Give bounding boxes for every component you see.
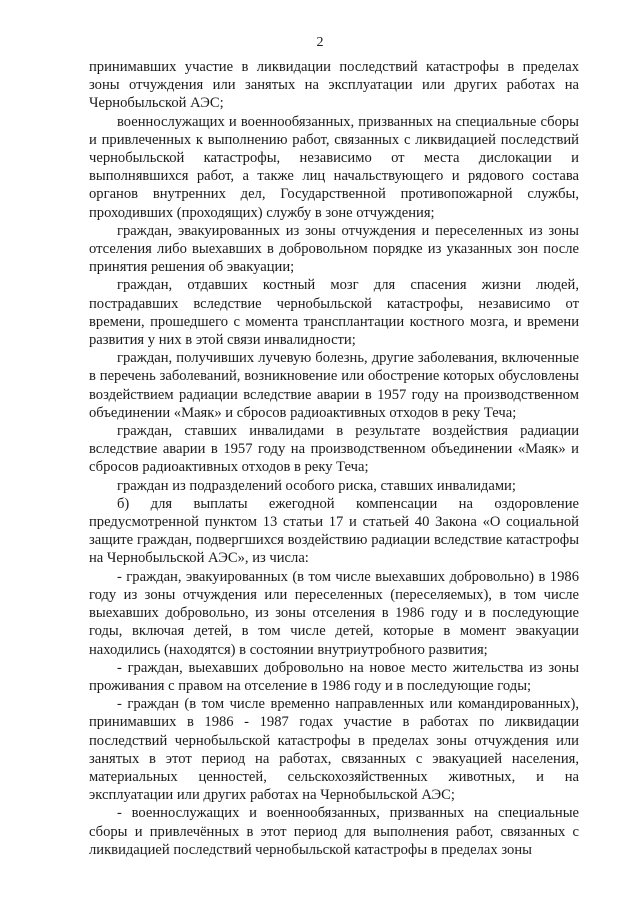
paragraph: военнослужащих и военнообязанных, призванных на специальные сборы и привлеченных к выполнению работ, связанных с ликвидацией последствий чернобыльской катастрофы, независимо от места дислокации и выполнявшихся работ, а также лиц начальствующего и рядового состава органов внутренних дел, Государственной противопожарной службы, проходивших (проходящих) службу в зоне отчуждения; <box>89 113 579 221</box>
document-body <box>89 58 579 859</box>
paragraph: - граждан, эвакуированных (в том числе выехавших добровольно) в 1986 году из зоны отчуждения или переселенных (переселяемых), в том числе выехавших добровольно, из зоны отселения в 1986 году и в последующие годы, включая детей, в том числе детей, которые в момент эвакуации находились (находятся) в состоянии внутриутробного развития; <box>89 568 579 658</box>
page-number: 2 <box>316 35 324 50</box>
paragraph: граждан из подразделений особого риска, ставших инвалидами; <box>117 477 516 494</box>
paragraph: граждан, ставших инвалидами в результате воздействия радиации вследствие аварии в 1957 году на производственном объединении «Маяк» и сбросов радиоактивных отходов в реку Теча; <box>89 423 579 476</box>
paragraph: б) для выплаты ежегодной компенсации на оздоровление предусмотренной пунктом 13 статьи 17 и статьей 40 Закона «О социальной защите граждан, подвергшихся воздействию радиации вследствие катастрофы на Чернобыльской АЭС», из числа: <box>89 495 579 567</box>
paragraph: - граждан (в том числе временно направленных или командированных), принимавших в 1986 - 1987 годах участие в работах по ликвидации последствий чернобыльской катастрофы в пределах зоны отчуждения или занятых в этот период на работах, связанных с эвакуацией населения, материальных ценностей, сельскохозяйственных животных, и на эксплуатации или других работах на Чернобыльской АЭС; <box>89 696 579 804</box>
paragraph: граждан, получивших лучевую болезнь, другие заболевания, включенные в перечень заболеваний, возникновение или обострение которых обусловлены воздействием радиации вследствие аварии в 1957 году на производственном объединении «Маяк» и сбросов радиоактивных отходов в реку Теча; <box>89 350 579 421</box>
paragraph: принимавших участие в ликвидации последствий катастрофы в пределах зоны отчуждения или занятых на эксплуатации или других работах на Чернобыльской АЭС; <box>89 59 579 112</box>
paragraph: - граждан, выехавших добровольно на новое место жительства из зоны проживания с правом на отселение в 1986 году и в последующие годы; <box>89 659 579 694</box>
paragraph: - военнослужащих и военнообязанных, призванных на специальные сборы и привлечённых в этот период для выполнения работ, связанных с ликвидацией последствий чернобыльской катастрофы в пределах зоны <box>89 805 579 858</box>
paragraph: граждан, эвакуированных из зоны отчуждения и переселенных из зоны отселения либо выехавших в добровольном порядке из указанных зон после принятия решения об эвакуации; <box>89 222 579 276</box>
paragraph: граждан, отдавших костный мозг для спасения жизни людей, пострадавших вследствие чернобыльской катастрофы, независимо от времени, прошедшего с момента трансплантации костного мозга, и времени развития у них в этой связи инвалидности; <box>89 277 579 349</box>
